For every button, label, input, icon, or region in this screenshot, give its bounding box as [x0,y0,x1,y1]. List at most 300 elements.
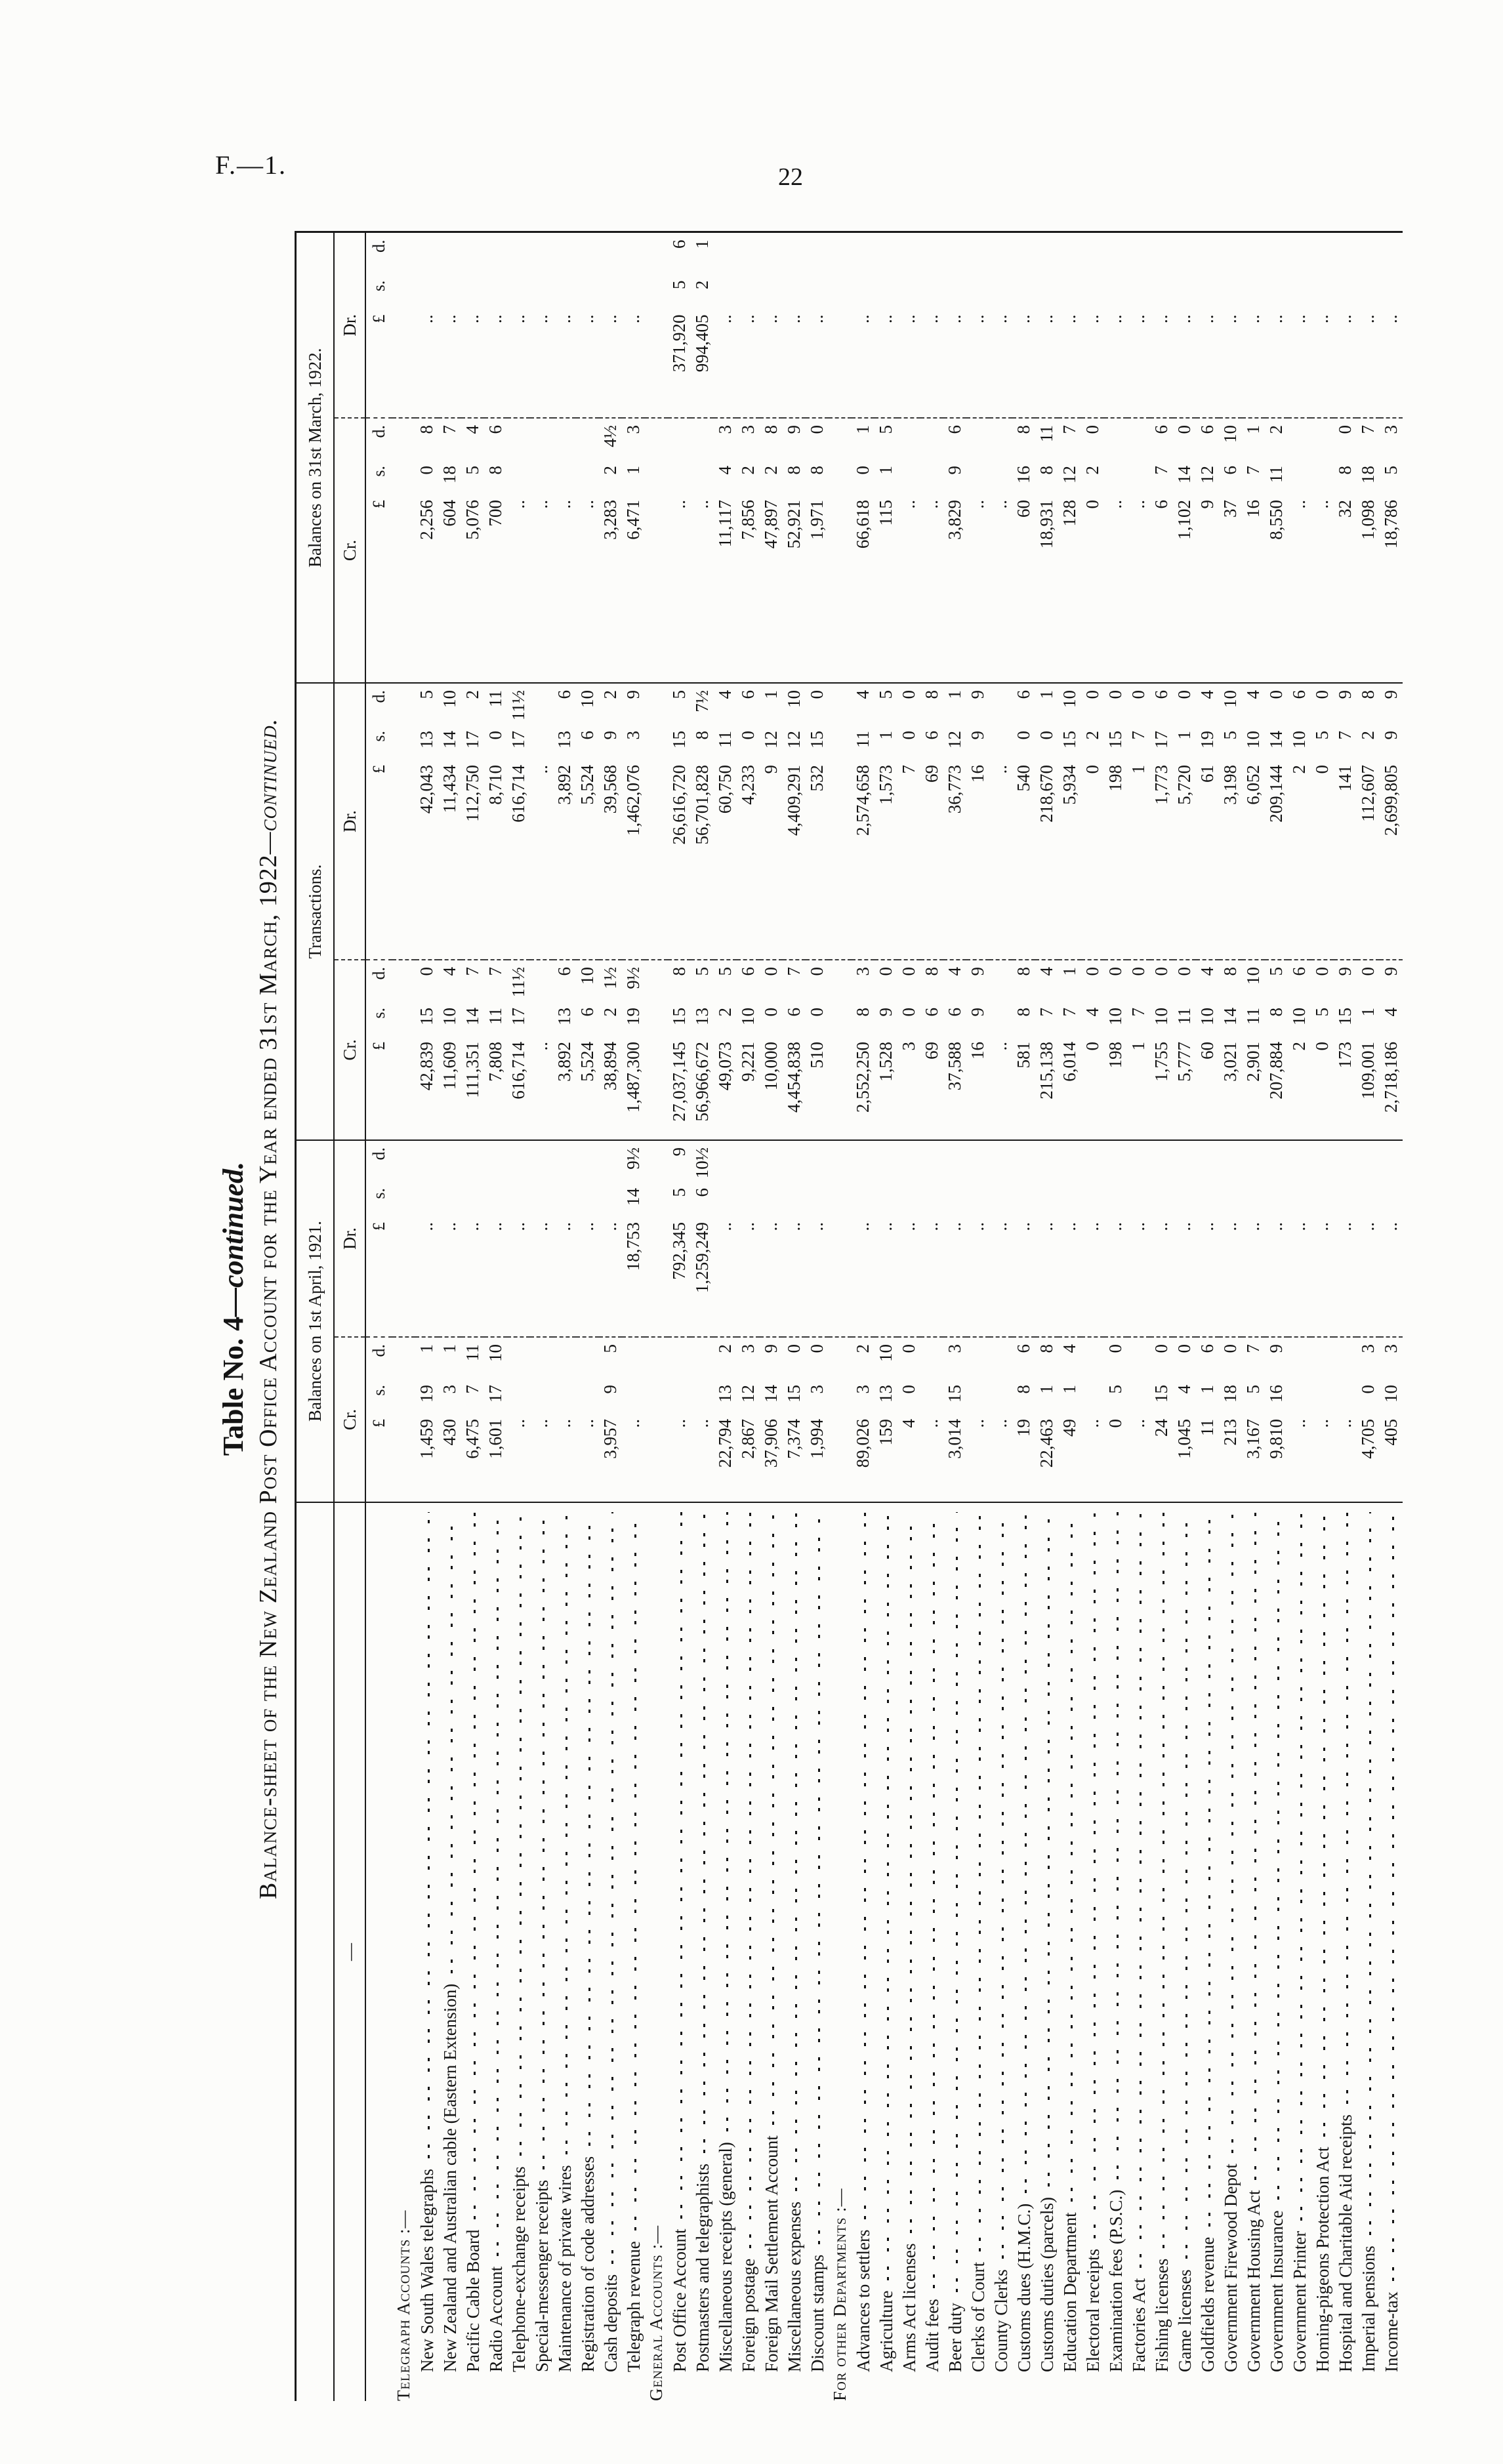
pounds-value: 69 [922,1042,941,1059]
pounds-value: 141 [1335,764,1355,792]
pence-value: 9 [1266,1344,1286,1353]
money-cell-trans_dr [1127,683,1150,960]
group-header-2: Balances on 31st March, 1922. [296,232,335,683]
account-row [875,232,897,2401]
empty-cell-dots: .. [807,314,827,323]
shillings-value: 9 [1381,730,1401,740]
balance-sheet-title-continued: —continued. [255,718,282,855]
money-cell-mar_dr [760,232,783,418]
pounds-value: 4,233 [738,764,758,805]
empty-cell-dots: .. [440,1222,459,1231]
pence-value: 0 [1312,689,1332,699]
account-row [1334,232,1357,2401]
shillings-value: 12 [761,730,781,749]
shillings-value: 8 [1266,1008,1286,1017]
money-cell-mar_cr [392,418,415,683]
row-label: New Zealand and Australian cable (Eastern Extension) [440,1983,460,2372]
account-row [1219,232,1242,2401]
account-row [622,232,645,2401]
money-cell-apr_dr [1058,1140,1081,1337]
money-cell-trans_cr [553,960,576,1140]
money-cell-apr_dr [1219,1140,1242,1337]
money-cell-apr_cr [714,1337,737,1502]
shillings-value: 8 [692,730,712,740]
pence-value: 11 [463,1344,482,1361]
account-row [438,232,461,2401]
empty-cell-dots: .. [417,1222,436,1231]
pence-value: 6 [1289,967,1309,976]
shillings-value: 5 [1312,1008,1332,1017]
pence-value: 0 [807,424,827,434]
empty-cell-dots: .. [968,1222,987,1231]
pounds-value: 37,906 [761,1419,781,1468]
money-cell-trans_cr [1173,960,1196,1140]
pence-value: 5 [1266,967,1286,976]
pence-value: 3 [1381,1344,1401,1353]
row-label: Imperial pensions [1359,2246,1378,2372]
shillings-value: 10 [1105,1008,1125,1025]
money-cell-apr_cr [1311,1337,1334,1502]
row-label: General Accounts :— [646,2225,666,2401]
row-label-cell [530,1502,553,2401]
shillings-value: 6 [692,1188,712,1197]
shillings-value: 15 [1060,730,1079,749]
pounds-value: 5,524 [577,764,597,805]
money-cell-apr_dr [943,1140,966,1337]
sub-header-apr_cr: Cr. [334,1337,365,1502]
money-cell-trans_dr [1012,683,1035,960]
row-label-cell [599,1502,622,2401]
row-label-cell [966,1502,989,2401]
shillings-value: 4 [1174,1385,1194,1394]
dotted-leader [1151,1512,1168,2248]
pounds-value: 22,463 [1037,1419,1056,1468]
money-cell-mar_cr [461,418,484,683]
empty-cell-dots: .. [692,1419,712,1428]
empty-cell-dots: .. [715,314,735,323]
empty-cell-dots: .. [761,1222,781,1231]
account-row [507,232,530,2401]
row-label: Government Printer [1290,2230,1309,2372]
pence-value: 0 [1082,967,1102,976]
shillings-value: 2 [600,1008,620,1017]
money-cell-apr_dr [920,1140,943,1337]
table-number-continued: —continued. [217,1161,249,1317]
row-label-cell [829,1502,852,2401]
dotted-leader [623,1512,640,2230]
section-row [829,232,852,2401]
row-label: Government Firewood Depot [1221,2164,1241,2372]
pence-value: 0 [1105,967,1125,976]
money-cell-apr_cr [1150,1337,1173,1502]
row-label: Hospital and Charitable Aid receipts [1336,2114,1355,2372]
shillings-value: 9 [600,730,620,740]
pence-value: 10½ [692,1147,712,1179]
money-cell-apr_dr [1288,1140,1311,1337]
units-label-spacer [365,1502,392,2401]
empty-cell-dots: .. [1060,1222,1079,1231]
shillings-value: 18 [1358,465,1378,483]
money-cell-mar_dr [1334,232,1357,418]
empty-cell-dots: .. [922,499,941,509]
shillings-value: 0 [899,1385,918,1394]
pence-value: 0 [784,1344,804,1353]
shillings-value: 1 [876,465,896,475]
section-row [645,232,668,2401]
empty-cell-dots: .. [1105,499,1125,509]
money-cell-trans_dr [576,683,599,960]
account-row [1150,232,1173,2401]
cr-dr-header-row [334,232,365,2401]
money-cell-apr_dr [1311,1140,1334,1337]
money-cell-mar_dr [576,232,599,418]
pounds-value: 61 [1197,764,1217,783]
pounds-value: 66,618 [853,499,873,549]
shillings-value: 8 [1037,465,1056,475]
empty-cell-dots: .. [1128,1419,1148,1428]
pounds-value: 112,750 [463,764,482,822]
row-label-cell [1058,1502,1081,2401]
shillings-value: 7 [1128,730,1148,740]
money-cell-mar_dr [599,232,622,418]
empty-cell-dots: .. [508,314,528,323]
money-cell-trans_cr [668,960,691,1140]
money-cell-trans_cr [1081,960,1104,1140]
money-cell-apr_dr [806,1140,829,1337]
empty-cell-dots: .. [1266,1222,1286,1231]
money-cell-apr_dr [484,1140,507,1337]
dotted-leader [1082,1512,1099,2238]
money-cell-apr_cr [530,1337,553,1502]
dotted-leader [1266,1512,1283,2200]
pounds-value: 27,037,145 [669,1042,689,1122]
money-cell-mar_cr [1334,418,1357,683]
pence-value: 2 [1266,424,1286,434]
money-cell-trans_dr [737,683,760,960]
empty-cell-dots: .. [1243,1222,1263,1231]
money-cell-apr_dr [1265,1140,1288,1337]
pence-value: 6 [554,689,574,699]
row-label-cell [714,1502,737,2401]
money-cell-apr_cr [875,1337,897,1502]
money-cell-apr_cr [461,1337,484,1502]
pence-value: 5 [669,689,689,699]
units-trans_dr: £ s. d. [365,683,392,960]
account-row [1081,232,1104,2401]
pounds-value: 69 [922,764,941,783]
empty-cell-dots: .. [623,1419,643,1428]
shillings-value: 15 [417,1008,436,1025]
pence-value: 0 [1128,689,1148,699]
dotted-leader [485,1512,502,2256]
pounds-value: 616,714 [508,764,528,823]
money-cell-trans_dr [829,683,852,960]
money-cell-trans_dr [852,683,875,960]
money-cell-apr_dr [783,1140,806,1337]
money-cell-mar_cr [897,418,920,683]
money-cell-apr_cr [829,1337,852,1502]
account-row [553,232,576,2401]
money-cell-mar_dr [1035,232,1058,418]
pence-value: 2 [853,1344,873,1353]
row-label-cell [852,1502,875,2401]
empty-cell-dots: .. [968,1419,987,1428]
empty-cell-dots: .. [1037,314,1056,323]
money-cell-apr_cr [1242,1337,1265,1502]
pounds-value: 0 [1082,764,1102,774]
table-number-title [216,216,250,2401]
money-cell-mar_cr [783,418,806,683]
money-cell-apr_cr [622,1337,645,1502]
dotted-leader [416,1512,433,2158]
shillings-value: 13 [876,1385,896,1403]
row-label-cell [645,1502,668,2401]
row-label: County Clerks [991,2269,1011,2372]
pounds-value: 9,810 [1266,1419,1286,1459]
money-cell-mar_cr [1081,418,1104,683]
money-cell-apr_cr [1380,1337,1403,1502]
row-label: Postmasters and telegraphists [693,2164,712,2372]
row-label: Government Insurance [1267,2210,1287,2372]
money-cell-trans_cr [1288,960,1311,1140]
empty-cell-dots: .. [531,314,551,323]
account-row [576,232,599,2401]
pounds-value: 6,471 [623,499,643,540]
row-label: Game licenses [1175,2269,1195,2372]
pence-value: 3 [715,424,735,434]
empty-cell-dots: .. [577,499,597,509]
pounds-value: 1,773 [1151,764,1171,805]
shillings-value: 14 [1266,730,1286,749]
pounds-value: 4,454,838 [784,1042,804,1113]
money-cell-trans_cr [897,960,920,1140]
pence-value: 3 [945,1344,964,1353]
money-cell-mar_dr [943,232,966,418]
empty-cell-dots: .. [600,314,620,323]
shillings-value: 14 [1220,1008,1240,1025]
shillings-value: 6 [784,1008,804,1017]
pounds-value: 32 [1335,499,1355,518]
money-cell-mar_dr [897,232,920,418]
pence-value: 4 [1060,1344,1079,1353]
pounds-value: 7,856 [738,499,758,540]
money-cell-trans_cr [1150,960,1173,1140]
units-apr_cr: £ s. d. [365,1337,392,1502]
money-cell-trans_cr [1219,960,1242,1140]
money-cell-mar_dr [1150,232,1173,418]
pounds-value: 1,601 [485,1419,505,1459]
pence-value: 4½ [600,424,620,447]
money-cell-mar_cr [760,418,783,683]
pence-value: 0 [876,967,896,976]
pence-value: 8 [1014,424,1033,434]
pounds-value: 5,524 [577,1042,597,1082]
pounds-value: 18,786 [1381,499,1401,549]
shillings-value: 0 [853,465,873,475]
money-cell-mar_dr [1357,232,1380,418]
pence-value: 9 [623,689,643,699]
pounds-value: 42,839 [417,1042,436,1091]
pence-value: 0 [1082,689,1102,699]
money-cell-mar_dr [553,232,576,418]
money-cell-apr_dr [1173,1140,1196,1337]
pounds-value: 3,283 [600,499,620,540]
money-cell-trans_dr [1334,683,1357,960]
money-cell-apr_cr [1196,1337,1219,1502]
empty-cell-dots: .. [417,314,436,323]
dotted-leader [508,1512,525,2156]
money-cell-mar_dr [1127,232,1150,418]
money-cell-trans_dr [1035,683,1058,960]
money-cell-apr_dr [507,1140,530,1337]
shillings-value: 7 [1335,730,1355,740]
shillings-value: 5 [1220,730,1240,740]
pence-value: 5 [876,689,896,699]
money-cell-trans_cr [438,960,461,1140]
shillings-value: 10 [1381,1385,1401,1403]
pence-value: 7 [1060,424,1079,434]
shillings-value: 5 [463,465,482,475]
account-row [668,232,691,2401]
money-cell-trans_dr [1150,683,1173,960]
empty-cell-dots: .. [784,314,804,323]
money-cell-apr_cr [553,1337,576,1502]
money-cell-mar_cr [1173,418,1196,683]
pounds-value: 198 [1105,1042,1125,1069]
empty-cell-dots: .. [1289,314,1309,323]
money-cell-mar_dr [920,232,943,418]
money-cell-mar_cr [966,418,989,683]
pence-value: 1 [945,689,964,699]
row-label: Radio Account [486,2266,506,2372]
pence-value: 6 [1289,689,1309,699]
money-cell-mar_cr [1127,418,1150,683]
money-cell-mar_dr [875,232,897,418]
pence-value: 9½ [623,1147,643,1170]
pounds-value: 16 [968,764,987,783]
empty-cell-dots: .. [761,314,781,323]
money-cell-trans_cr [829,960,852,1140]
money-cell-trans_cr [966,960,989,1140]
money-cell-apr_dr [691,1140,714,1337]
money-cell-trans_dr [1380,683,1403,960]
money-cell-trans_dr [530,683,553,960]
pounds-value: 3,198 [1220,764,1240,805]
money-cell-mar_cr [989,418,1012,683]
pounds-value: 3,892 [554,1042,574,1082]
shillings-value: 7 [1037,1008,1056,1017]
money-cell-apr_cr [1127,1337,1150,1502]
shillings-value: 7 [1151,465,1171,475]
shillings-value: 11 [1266,465,1286,483]
pounds-value: 1 [1128,1042,1148,1051]
pounds-value: 1,045 [1174,1419,1194,1459]
pounds-value: 6,475 [463,1419,482,1459]
money-cell-apr_cr [1012,1337,1035,1502]
shillings-value: 0 [807,1008,827,1017]
row-label: Cash deposits [601,2274,621,2372]
pence-value: 7 [463,967,482,976]
page-number: 22 [778,163,803,191]
account-row [943,232,966,2401]
shillings-value: 3 [853,1385,873,1394]
row-label: Income-tax [1382,2291,1401,2372]
shillings-value: 5 [1381,465,1401,475]
dotted-leader [875,1512,892,2280]
money-cell-trans_dr [1173,683,1196,960]
pence-value: 0 [1335,424,1355,434]
pounds-value: 9 [761,764,781,774]
account-row [691,232,714,2401]
account-row [1265,232,1288,2401]
shillings-value: 10 [738,1008,758,1025]
money-cell-trans_dr [691,683,714,960]
dotted-leader [1357,1512,1374,2235]
empty-cell-dots: .. [577,1419,597,1428]
pence-value: 5 [417,689,436,699]
pence-value: 4 [1037,967,1056,976]
account-row [737,232,760,2401]
pounds-value: 42,043 [417,764,436,814]
account-row [1127,232,1150,2401]
pence-value: 4 [440,967,459,976]
money-cell-apr_dr [737,1140,760,1337]
pounds-value: 47,897 [761,499,781,549]
money-cell-trans_cr [645,960,668,1140]
table-number-text: Table No. 4 [217,1316,249,1456]
pounds-value: 36,773 [945,764,964,814]
money-cell-apr_cr [1058,1337,1081,1502]
pence-value: 5 [876,424,896,434]
shillings-value: 9 [945,465,964,475]
empty-cell-dots: .. [1174,314,1194,323]
pounds-value: 19 [1014,1419,1033,1437]
account-row [415,232,438,2401]
row-label-cell [989,1502,1012,2401]
shillings-value: 3 [623,730,643,740]
money-cell-trans_dr [461,683,484,960]
money-cell-trans_dr [1288,683,1311,960]
pounds-value: 3,829 [945,499,964,540]
account-row [1380,232,1403,2401]
shillings-value: 2 [715,1008,735,1017]
money-cell-apr_dr [714,1140,737,1337]
pounds-value: 792,345 [669,1222,689,1280]
account-row [1242,232,1265,2401]
shillings-value: 5 [669,1188,689,1197]
money-cell-apr_cr [415,1337,438,1502]
pence-value: 4 [853,689,873,699]
money-cell-apr_cr [989,1337,1012,1502]
shillings-value: 6 [577,730,597,740]
row-label-cell [691,1502,714,2401]
pounds-value: 111,351 [463,1042,482,1098]
empty-cell-dots: .. [531,1042,551,1051]
empty-cell-dots: .. [968,499,987,509]
pence-value: 6 [485,424,505,434]
money-cell-apr_cr [1219,1337,1242,1502]
rotated-table-sheet [216,216,1437,2401]
money-cell-trans_cr [1357,960,1380,1140]
shillings-value: 0 [1014,730,1033,740]
row-label-cell [415,1502,438,2401]
row-label: Examination fees (P.S.C.) [1106,2189,1126,2372]
pounds-value: 7 [899,764,918,774]
money-cell-trans_dr [507,683,530,960]
money-cell-mar_cr [875,418,897,683]
shillings-value: 0 [899,730,918,740]
shillings-value: 7 [463,1385,482,1394]
